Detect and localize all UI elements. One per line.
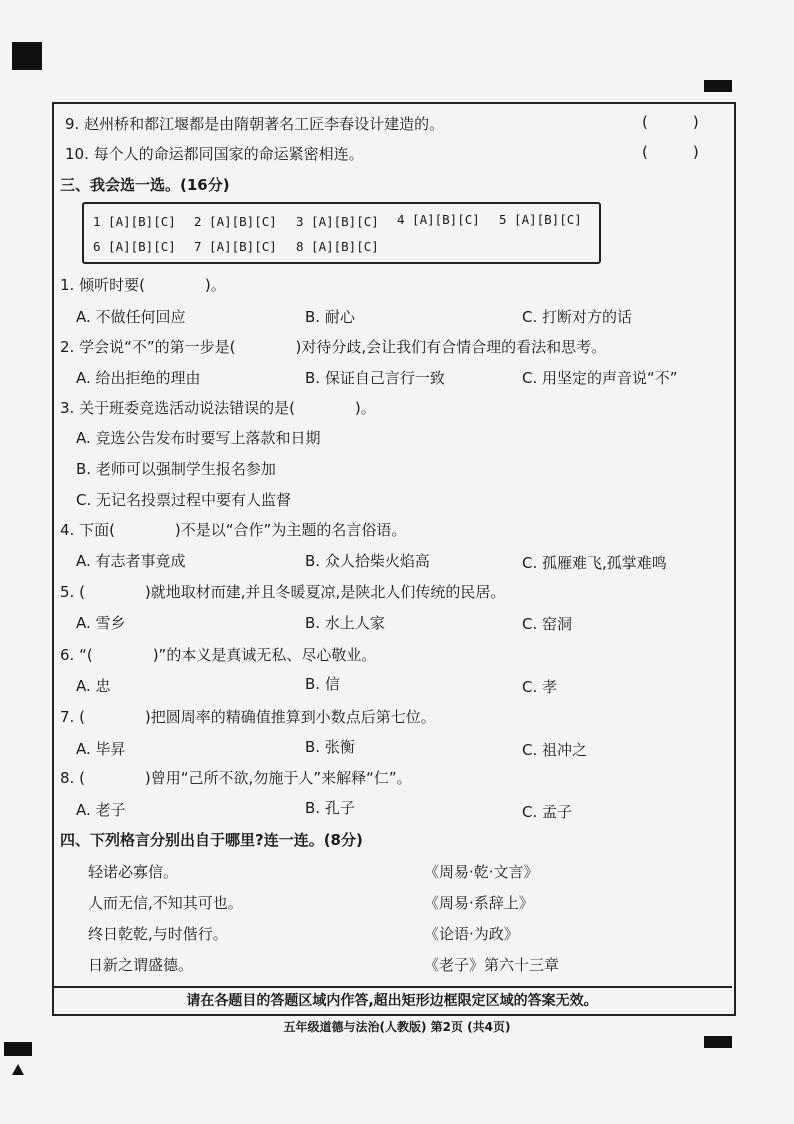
question-8-option-b: B. 孔子	[305, 799, 355, 817]
question-7-option-c: C. 祖冲之	[522, 741, 588, 759]
question-1-stem: 1. 倾听时要( )。	[60, 276, 226, 294]
maxim-left-4: 日新之谓盛德。	[88, 956, 194, 974]
question-6-option-c: C. 孝	[522, 678, 558, 696]
question-4-option-b: B. 众人拾柴火焰高	[305, 552, 430, 570]
question-1-option-b: B. 耐心	[305, 308, 355, 326]
tf-item-9-paren: ( )	[642, 113, 699, 131]
question-1-option-a: A. 不做任何回应	[76, 308, 186, 326]
tf-item-9: 9. 赵州桥和都江堰都是由隋朝著名工匠李春设计建造的。	[65, 115, 445, 133]
question-5-stem: 5. ( )就地取材而建,并且冬暖夏凉,是陕北人们传统的民居。	[60, 583, 506, 601]
question-5-option-c: C. 窑洞	[522, 615, 573, 633]
question-8-stem: 8. ( )曾用“己所不欲,勿施于人”来解释“仁”。	[60, 769, 412, 787]
question-2-option-a: A. 给出拒绝的理由	[76, 369, 201, 387]
section3-heading: 三、我会选一选。(16分)	[60, 176, 230, 194]
question-6-option-a: A. 忠	[76, 677, 111, 695]
question-3-option-a: A. 竞选公告发布时要写上落款和日期	[76, 429, 321, 447]
maxim-right-1: 《周易·乾·文言》	[424, 863, 539, 881]
question-5-option-a: A. 雪乡	[76, 614, 126, 632]
answer-sheet-item[interactable]: 2 [A][B][C]	[194, 214, 277, 229]
registration-mark-bottom-right	[704, 1036, 732, 1048]
question-2-stem: 2. 学会说“不”的第一步是( )对待分歧,会让我们有合情合理的看法和思考。	[60, 338, 607, 356]
answer-sheet-item[interactable]: 8 [A][B][C]	[296, 239, 379, 254]
question-8-option-c: C. 孟子	[522, 803, 573, 821]
question-4-option-a: A. 有志者事竟成	[76, 552, 186, 570]
question-6-stem: 6. “( )”的本义是真诚无私、尽心敬业。	[60, 646, 377, 664]
maxim-left-2: 人而无信,不知其可也。	[88, 894, 243, 912]
answer-sheet-item[interactable]: 5 [A][B][C]	[499, 212, 582, 227]
answer-sheet-item[interactable]: 6 [A][B][C]	[93, 239, 176, 254]
maxim-left-1: 轻诺必寡信。	[88, 863, 179, 881]
question-3-stem: 3. 关于班委竞选活动说法错误的是( )。	[60, 399, 376, 417]
maxim-right-2: 《周易·系辞上》	[424, 894, 534, 912]
question-8-option-a: A. 老子	[76, 801, 126, 819]
orientation-triangle-icon	[12, 1064, 24, 1075]
answer-area-notice-box	[52, 986, 732, 1014]
tf-item-10: 10. 每个人的命运都同国家的命运紧密相连。	[65, 145, 364, 163]
question-3-option-c: C. 无记名投票过程中要有人监督	[76, 491, 292, 509]
question-4-stem: 4. 下面( )不是以“合作”为主题的名言俗语。	[60, 521, 407, 539]
question-2-option-b: B. 保证自己言行一致	[305, 369, 445, 387]
question-5-option-b: B. 水上人家	[305, 614, 385, 632]
maxim-right-3: 《论语·为政》	[424, 925, 519, 943]
question-3-option-b: B. 老师可以强制学生报名参加	[76, 460, 276, 478]
tf-item-10-paren: ( )	[642, 143, 699, 161]
question-7-option-b: B. 张衡	[305, 738, 355, 756]
answer-sheet-item[interactable]: 3 [A][B][C]	[296, 214, 379, 229]
question-6-option-b: B. 信	[305, 675, 340, 693]
maxim-right-4: 《老子》第六十三章	[424, 956, 560, 974]
question-1-option-c: C. 打断对方的话	[522, 308, 633, 326]
registration-mark-bottom-left	[4, 1042, 32, 1056]
answer-sheet-item[interactable]: 1 [A][B][C]	[93, 214, 176, 229]
question-7-option-a: A. 毕昇	[76, 740, 126, 758]
question-4-option-c: C. 孤雁难飞,孤掌难鸣	[522, 554, 667, 572]
question-2-option-c: C. 用坚定的声音说“不”	[522, 369, 678, 387]
section4-heading: 四、下列格言分别出自于哪里?连一连。(8分)	[60, 831, 363, 849]
answer-sheet-item[interactable]: 4 [A][B][C]	[397, 212, 480, 227]
registration-mark-top-right	[704, 80, 732, 92]
question-7-stem: 7. ( )把圆周率的精确值推算到小数点后第七位。	[60, 708, 436, 726]
page-footer: 五年级道德与法治(人教版) 第2页 (共4页)	[283, 1020, 511, 1034]
maxim-left-3: 终日乾乾,与时偕行。	[88, 925, 228, 943]
answer-sheet-box	[82, 202, 601, 264]
registration-mark-top-left	[12, 42, 42, 70]
answer-area-notice: 请在各题目的答题区域内作答,超出矩形边框限定区域的答案无效。	[186, 993, 598, 1009]
answer-sheet-item[interactable]: 7 [A][B][C]	[194, 239, 277, 254]
